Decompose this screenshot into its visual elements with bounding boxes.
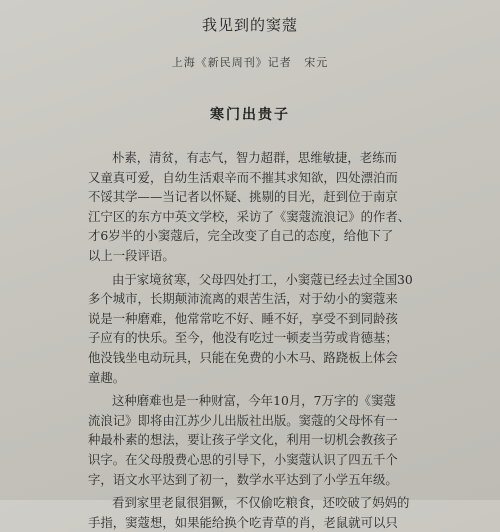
article-title: 我见到的窦蔻 bbox=[201, 16, 298, 34]
text-line: 朴素，清贫，有志气，智力超群，思维敏捷，老练而 bbox=[112, 150, 397, 165]
text-line: 字，语文水平达到了初一，数学水平达到了小学五年级。 bbox=[88, 471, 398, 487]
text-line: 种最朴素的想法，要让孩子学文化，利用一切机会教孩子 bbox=[88, 432, 398, 448]
paragraph bbox=[88, 270, 484, 388]
text-line: 看到家里老鼠很猖獗，不仅偷吃粮食，还咬破了妈妈的 bbox=[112, 495, 410, 511]
paragraph bbox=[88, 493, 484, 532]
text-line: 由于家境贫寒，父母四处打工，小窦蔻已经去过全国30 bbox=[112, 271, 413, 287]
text-line: 才6岁半的小窦蔻后，完全改变了自己的态度，给他下了 bbox=[88, 228, 394, 244]
text-line: 说是一种磨难，他常常吃不好、睡不好，享受不到同龄孩 bbox=[88, 310, 398, 326]
text-line: 不馁其学——当记者以怀疑、挑剔的目光，赶到位于南京 bbox=[88, 189, 398, 205]
text-line: 这种磨难也是一种财富，今年10月，7万字的《窦蔻 bbox=[112, 393, 396, 409]
text-line: 流浪记》即将由江苏少儿出版社出版。窦蔻的父母怀有一 bbox=[88, 412, 398, 428]
section-heading: 寒门出贵子 bbox=[210, 107, 290, 123]
text-line: 多个城市，长期颠沛流离的艰苦生活，对于幼小的窦蔻来 bbox=[88, 291, 398, 307]
text-line: 江宁区的东方中英文学校，采访了《窦蔻流浪记》的作者、 bbox=[88, 208, 411, 224]
byline-author: 宋元 bbox=[304, 56, 329, 69]
byline-source: 上海《新民周刊》记者 bbox=[171, 56, 292, 69]
paragraph bbox=[88, 148, 484, 266]
paragraph bbox=[88, 391, 484, 489]
text-line: 他没钱坐电动玩具，只能在免费的小木马、路跷板上体会 bbox=[88, 349, 398, 365]
text-line: 子应有的快乐。至今，他没有吃过一顿麦当劳或肯德基； bbox=[88, 330, 398, 346]
text-line: 又童真可爱，自幼生活艰辛而不摧其求知欲，四处漂泊而 bbox=[88, 169, 398, 185]
text-line: 童趣。 bbox=[88, 369, 126, 385]
text-line: 识字。在父母殷费心思的引导下，小窦蔻认识了四五千个 bbox=[88, 451, 398, 467]
text-line: 手指，窦蔻想，如果能给换个吃青草的肖，老鼠就可以只 bbox=[88, 514, 398, 530]
byline bbox=[0, 54, 500, 70]
article-body bbox=[88, 148, 484, 532]
text-line: 以上一段评语。 bbox=[88, 247, 175, 263]
